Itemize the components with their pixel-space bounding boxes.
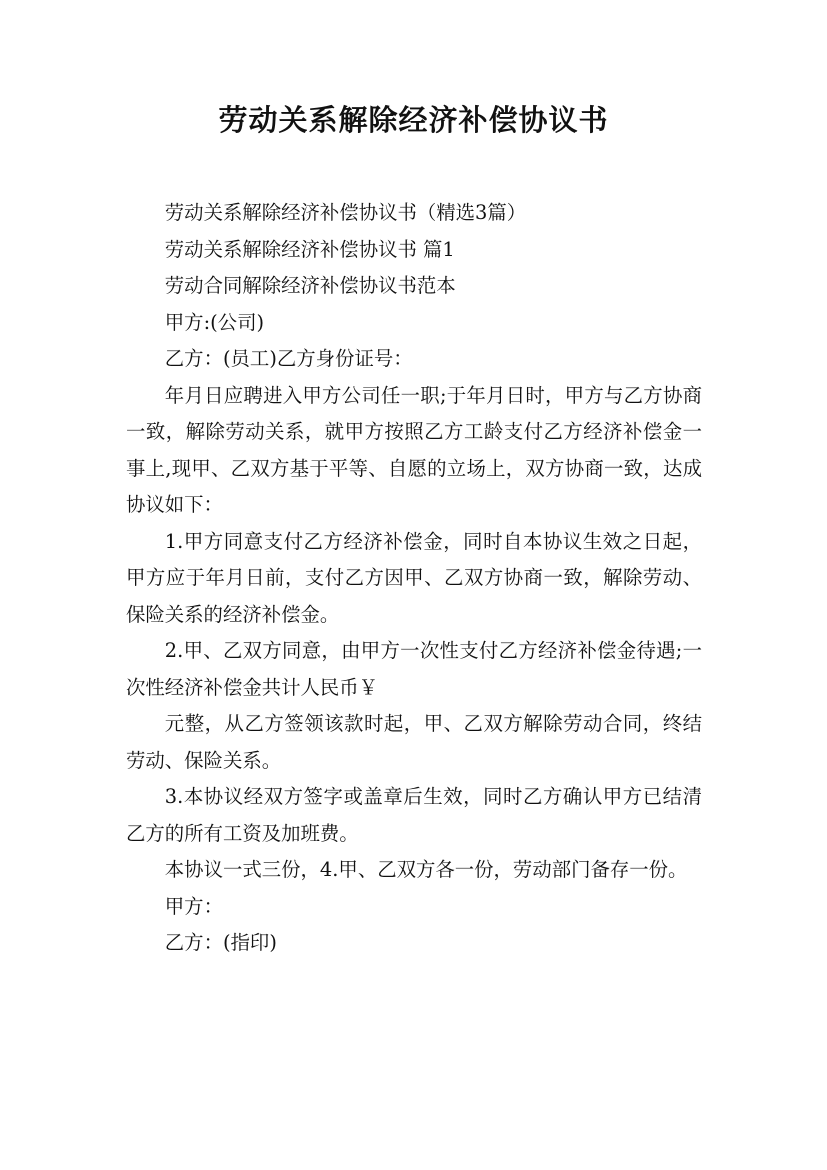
clause-2-paragraph: 2.甲、乙双方同意，由甲方一次性支付乙方经济补偿金待遇;一次性经济补偿金共计人民币￥ — [126, 639, 702, 699]
document-title: 劳动关系解除经济补偿协议书 — [218, 103, 609, 137]
clause-2-continuation: 元整，从乙方签领该款时起，甲、乙双方解除劳动合同，终结劳动、保险关系。 — [126, 712, 702, 772]
intro-paragraph: 年月日应聘进入甲方公司任一职;于年月日时，甲方与乙方协商一致，解除劳动关系，就甲方按照乙方工龄支付乙方经济补偿金一事上,现甲、乙双方基于平等、自愿的立场上，双方协商一致，达成协议如下： — [126, 383, 702, 516]
copies-paragraph: 本协议一式三份，4.甲、乙双方各一份，劳动部门备存一份。 — [164, 858, 688, 881]
subtitle-paragraph: 劳动关系解除经济补偿协议书（精选3篇） — [164, 201, 527, 224]
party-a-line: 甲方:(公司) — [164, 310, 265, 334]
section-heading: 劳动关系解除经济补偿协议书 篇1 — [164, 237, 455, 261]
document-body — [126, 195, 702, 962]
clause-3-paragraph: 3.本协议经双方签字或盖章后生效，同时乙方确认甲方已结清乙方的所有工资及加班费。 — [126, 785, 702, 845]
template-heading: 劳动合同解除经济补偿协议书范本 — [164, 274, 456, 297]
party-b-line: 乙方：(员工)乙方身份证号： — [164, 347, 413, 370]
clause-1-paragraph: 1.甲方同意支付乙方经济补偿金，同时自本协议生效之日起，甲方应于年月日前，支付乙方因甲、乙双方协商一致，解除劳动、保险关系的经济补偿金。 — [126, 529, 702, 626]
signature-party-b: 乙方：(指印) — [164, 931, 277, 954]
signature-party-a: 甲方： — [164, 894, 223, 918]
